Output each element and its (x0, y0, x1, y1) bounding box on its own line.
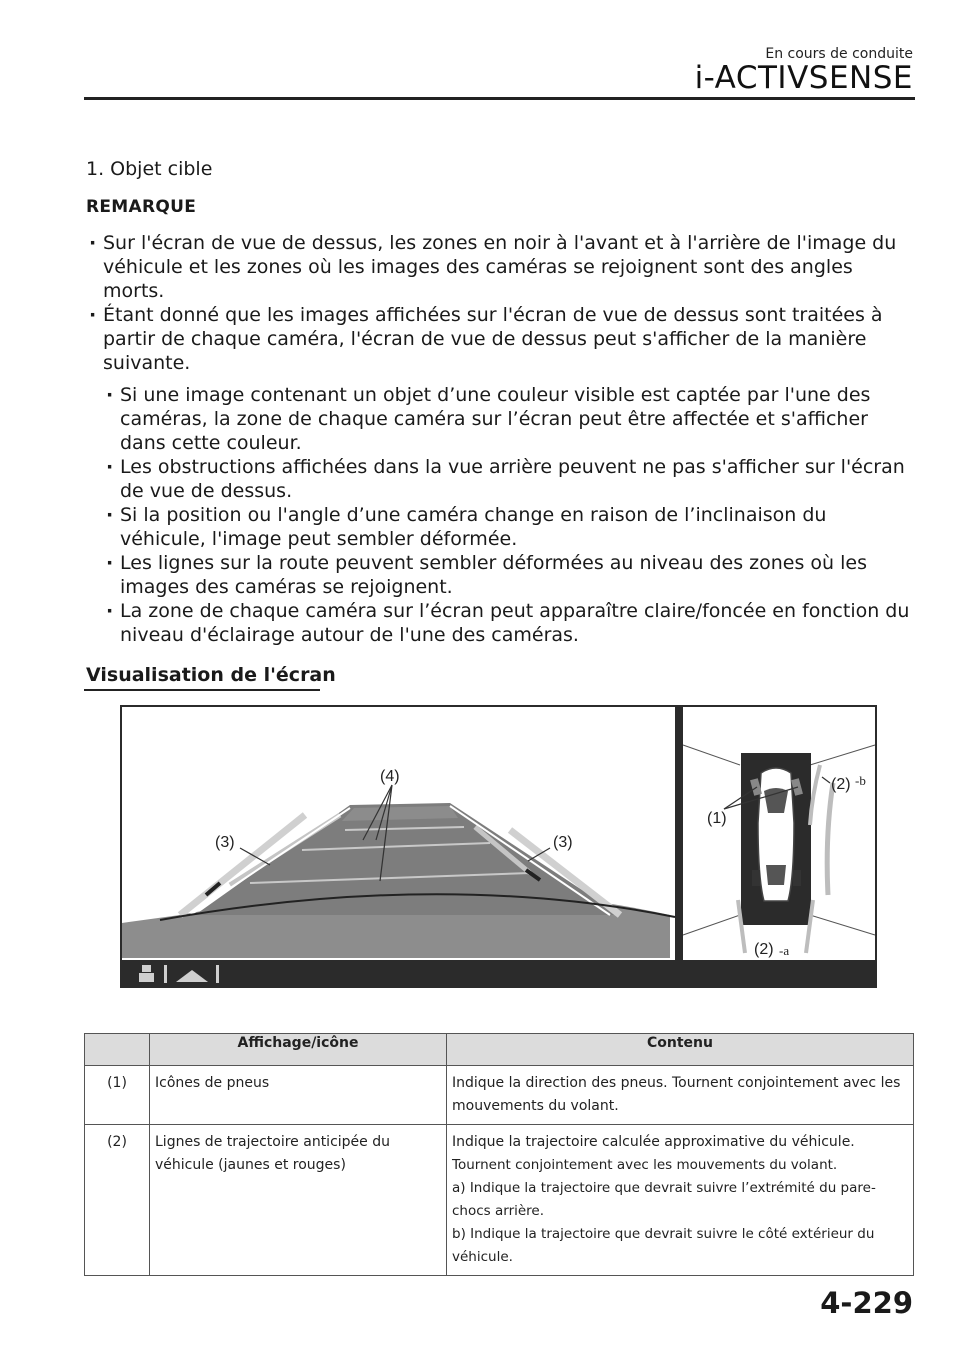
row-content: Indique la direction des pneus. Tournent conjointement avec les mouvements du volant. (447, 1066, 914, 1125)
row-display: Lignes de trajectoire anticipée du véhicule (jaunes et rouges) (150, 1125, 447, 1276)
note-sub-bullet: · Les lignes sur la route peuvent sembler déformées au niveau des zones où les images des caméras se rejoignent. (103, 551, 916, 599)
person-icon (142, 965, 151, 972)
section-title: Visualisation de l'écran (86, 664, 336, 686)
header-section: En cours de conduite (765, 46, 913, 62)
note-sub-bullet: · Les obstructions affichées dans la vue arrière peuvent ne pas s'afficher sur l'écran de vue de dessus. (103, 455, 916, 503)
row-number: (1) (85, 1066, 150, 1125)
note-heading: REMARQUE (86, 197, 197, 217)
top-view (683, 707, 875, 960)
camera-screen-figure (120, 705, 877, 988)
note-sub-bullet: · Si la position ou l'angle d’une caméra change en raison de l’inclinaison du véhicule, l'image peut sembler déformée. (103, 503, 916, 551)
content-line: b) Indique la trajectoire que devrait suivre le côté extérieur du véhicule. (452, 1226, 875, 1265)
header-num (85, 1034, 150, 1066)
note-sub-bullets (103, 383, 916, 647)
note-bullets (86, 231, 916, 647)
row-display: Icônes de pneus (150, 1066, 447, 1125)
note-bullet: · Étant donné que les images affichées sur l'écran de vue de dessus sont traitées à partir de chaque caméra, l'écran de vue de dessus peut s'afficher de la manière suivante. (86, 303, 916, 375)
content-line: Indique la trajectoire calculée approximative du véhicule. (452, 1134, 855, 1150)
label-3-left: (3) (215, 834, 235, 851)
info-table (84, 1033, 914, 1276)
row-number: (2) (85, 1125, 150, 1276)
header-content: Contenu (447, 1034, 914, 1066)
note-bullet: · Sur l'écran de vue de dessus, les zones en noir à l'avant et à l'arrière de l'image du véhicule et les zones où les images des caméras se rejoignent sont des angles morts. (86, 231, 916, 303)
header-rule (84, 97, 915, 100)
label-3-right: (3) (553, 834, 573, 851)
suffix-b: -b (855, 773, 866, 788)
note-sub-bullet: · La zone de chaque caméra sur l’écran peut apparaître claire/foncée en fonction du niveau d'éclairage autour de l'une des caméras. (103, 599, 916, 647)
header-display: Affichage/icône (150, 1034, 447, 1066)
content-line: Tournent conjointement avec les mouvements du volant. (452, 1157, 838, 1173)
note-sub-bullet: · Si une image contenant un objet d’une couleur visible est captée par l'une des caméras, la zone de chaque caméra sur l’écran peut être affectée et s'afficher dans cette couleur. (103, 383, 916, 455)
section-rule (84, 689, 320, 691)
rear-view (122, 707, 675, 960)
content-line: a) Indique la trajectoire que devrait suivre l’extrémité du pare-chocs arrière. (452, 1180, 876, 1219)
suffix-a: -a (779, 943, 790, 958)
page-number: 4-229 (820, 1286, 913, 1320)
table-row (85, 1125, 914, 1276)
row-content (447, 1125, 914, 1276)
label-2-b: (2) (831, 776, 851, 793)
header-title: i-ACTIVSENSE (694, 60, 913, 96)
status-bar (122, 960, 875, 986)
label-1: (1) (707, 810, 727, 827)
item-objet-cible: 1. Objet cible (86, 158, 213, 180)
label-4: (4) (380, 768, 400, 785)
table-row (85, 1066, 914, 1125)
label-2-a: (2) (754, 941, 774, 958)
table-header-row (85, 1034, 914, 1066)
